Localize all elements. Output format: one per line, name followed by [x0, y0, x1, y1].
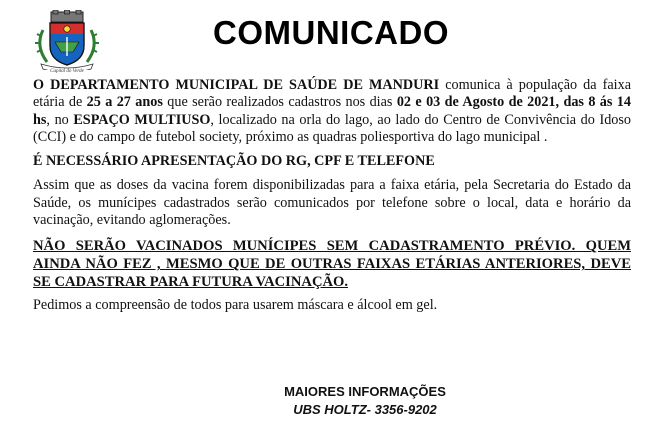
vaccination-info-paragraph: Assim que as doses da vacina forem disponibilizadas para a faixa etária, pela Secretaria do Estado da Saúde, os munícipes cadastrados serão comunicados por telefone sobre o local, data e horário da vacinação, evitando aglomerações.	[33, 177, 631, 229]
more-info-label: MAIORES INFORMAÇÕES	[284, 384, 446, 399]
crest-motto: Capital do Verde	[50, 69, 84, 74]
announcement-text-2: que serão realizados cadastros nos dias	[162, 94, 397, 111]
registration-dates: 02 e 03 de Agosto de 2021, das 8 ás 14 hs	[33, 94, 631, 128]
age-range: 25 a 27 anos	[86, 94, 163, 111]
announcement-text-3: , no	[46, 111, 74, 128]
required-documents: É NECESSÁRIO APRESENTAÇÃO DO RG, CPF E TELEFONE	[33, 153, 435, 170]
more-info-block	[255, 384, 475, 418]
announcement-text-1: comunica à população da faixa etária de	[33, 77, 631, 111]
venue-name: ESPAÇO MULTIUSO	[73, 111, 211, 128]
notice-body	[33, 77, 631, 315]
coat-of-arms-icon	[33, 10, 101, 70]
page-title: COMUNICADO	[213, 14, 449, 51]
contact-phone: UBS HOLTZ- 3356-9202	[293, 402, 437, 417]
announcement-paragraph	[33, 77, 631, 146]
announcement-text-4: , localizado na orla do lago, ao lado do Centro de Convivência do Idoso (CCI) e do campo de futebol society, próximo as quadras poliesportiva do lago municipal .	[33, 111, 631, 145]
mask-request: Pedimos a compreensão de todos para usarem máscara e álcool em gel.	[33, 297, 438, 314]
registration-warning: NÃO SERÃO VACINADOS MUNÍCIPES SEM CADASTRAMENTO PRÉVIO. QUEM AINDA NÃO FEZ , MESMO QUE DE OUTRAS FAIXAS ETÁRIAS ANTERIORES, DEVE SE CADASTRAR PARA FUTURA VACINAÇÃO.	[33, 238, 631, 291]
department-name: O DEPARTAMENTO MUNICIPAL DE SAÚDE DE MANDURI	[33, 77, 440, 93]
